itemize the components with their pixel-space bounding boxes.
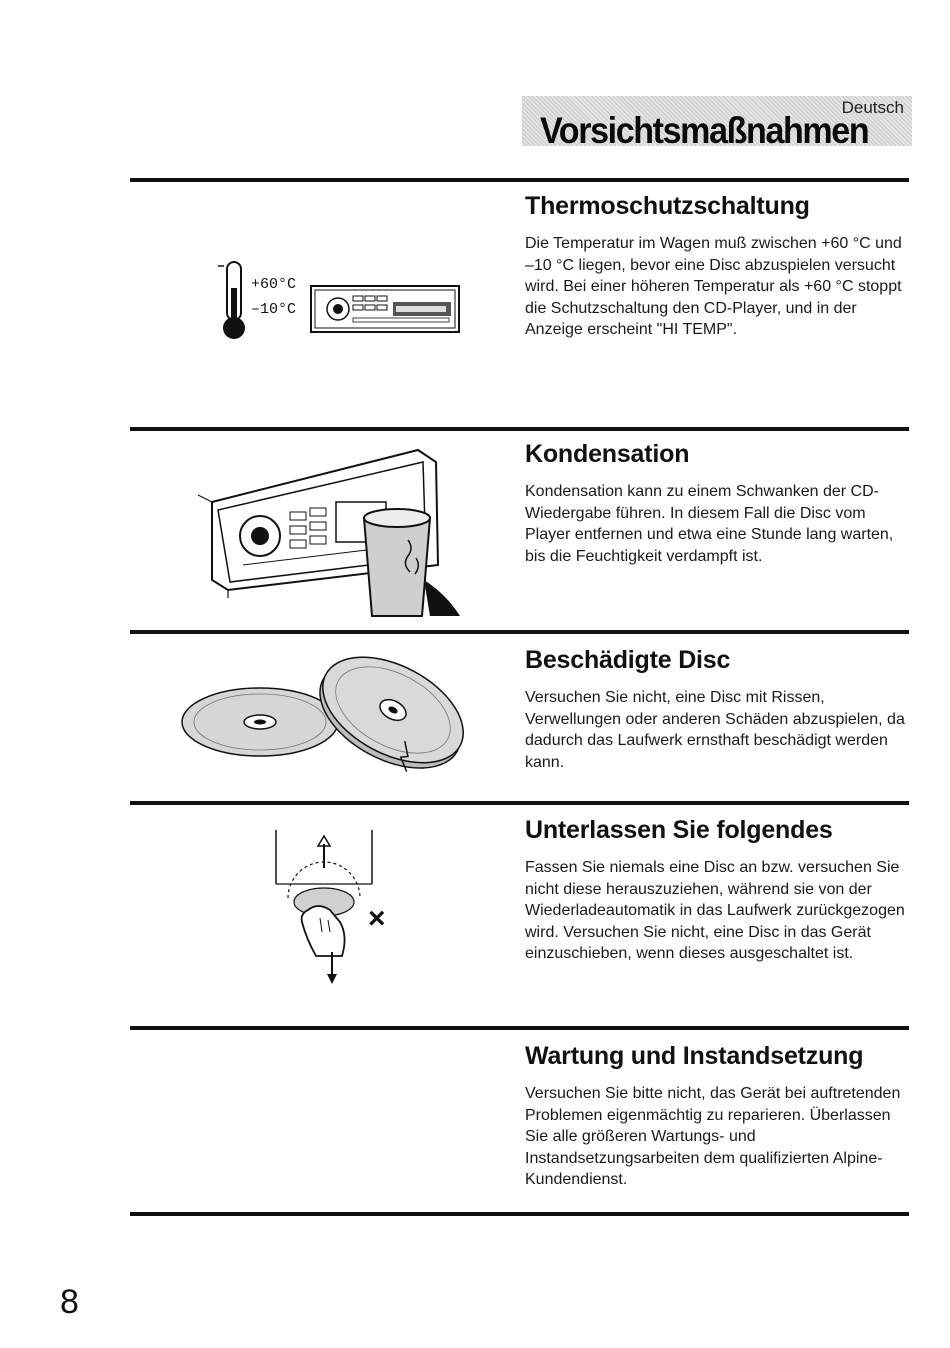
damaged-disc-illustration bbox=[178, 650, 478, 775]
glass-of-water-icon bbox=[364, 509, 460, 616]
section-divider bbox=[130, 630, 909, 634]
section-divider bbox=[130, 801, 909, 805]
section-heading: Beschädigte Disc bbox=[525, 646, 731, 674]
section-damaged-disc bbox=[525, 646, 915, 773]
do-not-pull-disc-illustration bbox=[268, 828, 403, 986]
section-do-not bbox=[525, 816, 915, 965]
section-body: Versuchen Sie bitte nicht, das Gerät bei auftretenden Problemen eigenmächtig zu reparieren. Überlassen Sie alle größeren Wartungs- und Instandsetzungsarbeiten dem qualifizierten Alpine-Kundendienst. bbox=[525, 1085, 901, 1188]
prohibited-x-icon: × bbox=[368, 902, 386, 935]
thermometer-icon bbox=[218, 262, 245, 339]
language-label: Deutsch bbox=[841, 98, 904, 117]
section-divider bbox=[130, 178, 909, 182]
section-divider bbox=[130, 1212, 909, 1216]
page-number: 8 bbox=[60, 1283, 79, 1321]
section-body: Versuchen Sie nicht, eine Disc mit Rissen, Verwellungen oder anderen Schäden abzuspielen, da dadurch das Laufwerk ernsthaft beschädigt werden kann. bbox=[525, 689, 905, 771]
section-body: Fassen Sie niemals eine Disc an bzw. versuchen Sie nicht diese herauszuziehen, während sie von der Wiederladeautomatik in das Laufwerk zurückgezogen wird. Versuchen Sie nicht, eine Disc in das Gerät einzuschieben, wenn dieses ausgeschaltet ist. bbox=[525, 859, 905, 962]
flat-disc-icon bbox=[182, 688, 338, 756]
section-body: Kondensation kann zu einem Schwanken der CD-Wiedergabe führen. In diesem Fall die Disc vom Player entfernen und etwa eine Stunde lang warten, bis die Feuchtigkeit verdampft ist. bbox=[525, 483, 894, 565]
section-thermal-protection bbox=[525, 192, 915, 341]
arrow-up-icon bbox=[318, 836, 330, 868]
warped-disc-stack-icon bbox=[302, 650, 478, 775]
temp-low-label: –10°C bbox=[251, 301, 297, 318]
section-maintenance bbox=[525, 1042, 915, 1191]
condensation-illustration bbox=[198, 440, 466, 620]
thermometer-car-stereo-illustration bbox=[215, 258, 465, 343]
temp-high-label: +60°C bbox=[251, 276, 297, 293]
section-divider bbox=[130, 427, 909, 431]
car-stereo-faceplate-icon bbox=[311, 286, 459, 332]
section-condensation bbox=[525, 440, 915, 567]
page-title: Vorsichtsmaßnahmen bbox=[540, 110, 869, 151]
section-heading: Unterlassen Sie folgendes bbox=[525, 816, 833, 844]
hand-holding-disc-icon bbox=[294, 888, 354, 956]
section-divider bbox=[130, 1026, 909, 1030]
section-heading: Thermoschutzschaltung bbox=[525, 192, 810, 220]
section-heading: Wartung und Instandsetzung bbox=[525, 1042, 864, 1070]
section-heading: Kondensation bbox=[525, 440, 690, 468]
section-body: Die Temperatur im Wagen muß zwischen +60 °C und –10 °C liegen, bevor eine Disc abzuspielen versucht wird. Bei einer höheren Temperatur als +60 °C stoppt die Schutzschaltung den CD-Player, und in der Anzeige erscheint "HI TEMP". bbox=[525, 235, 902, 338]
